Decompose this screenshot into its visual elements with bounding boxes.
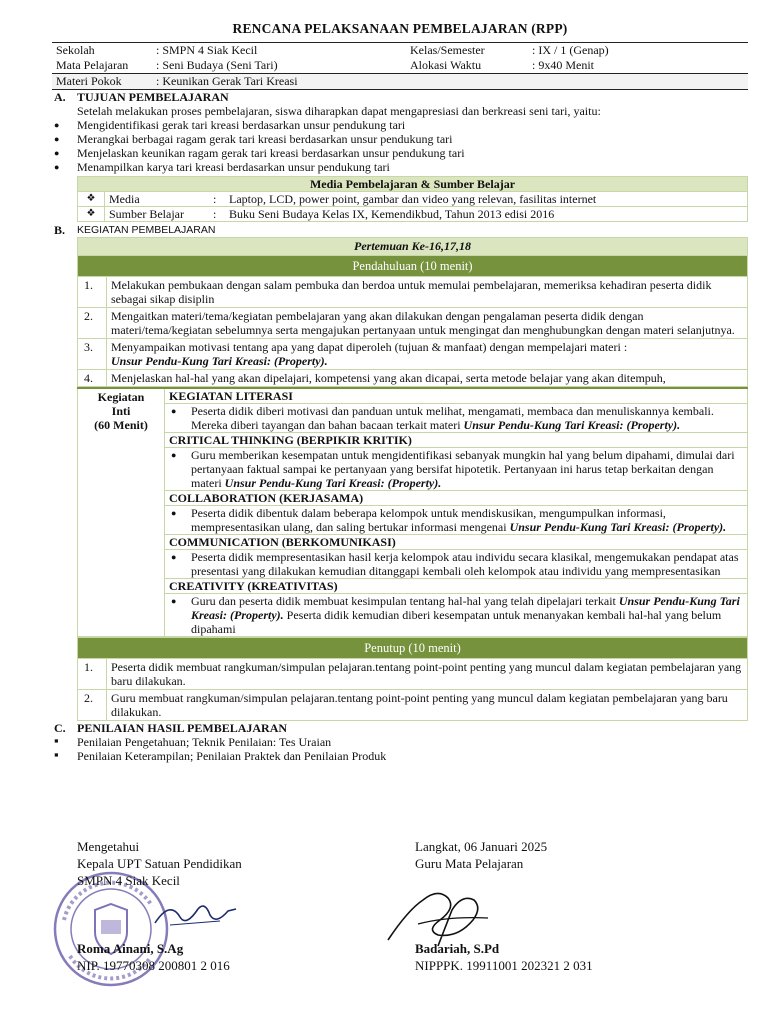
- penilaian-list: [52, 735, 748, 763]
- inti-bullet: [165, 447, 747, 490]
- section-a-title: TUJUAN PEMBELAJARAN: [77, 90, 229, 104]
- penutup-table: [77, 637, 748, 721]
- row-number: 1.: [78, 277, 107, 308]
- mapel-value: : Seni Budaya (Seni Tari): [156, 58, 278, 72]
- numbered-row: [78, 370, 748, 387]
- penutup-row: Penutup (10 menit): [78, 638, 748, 659]
- row-text-cell: [107, 690, 748, 721]
- section-c-heading: [52, 721, 748, 735]
- section-b-heading: [52, 223, 748, 237]
- alokasi-label: Alokasi Waktu: [410, 58, 482, 72]
- media-separator: :: [209, 192, 225, 207]
- tujuan-item: ● Menampilkan karya tari kreasi berdasarkan unsur pendukung tari: [52, 160, 748, 174]
- row-number: 4.: [78, 370, 107, 387]
- teacher-nip: NIPPPK. 19911001 202321 2 031: [415, 958, 593, 973]
- inti-blocks: [165, 388, 748, 637]
- row-emphasis: Unsur Pendu-Kung Tari Kreasi: (Property).: [111, 354, 328, 368]
- tujuan-item: ● Merangkai berbagai ragam gerak tari kreasi berdasarkan unsur pendukung tari: [52, 132, 748, 146]
- materi-value: : Keunikan Gerak Tari Kreasi: [152, 74, 406, 90]
- row-text: Mengaitkan materi/tema/kegiatan pembelajaran yang akan dilakukan dengan pengalaman peserta didik dengan materi/tema/kegiatan sebelumnya serta mengajukan pertanyaan untuk mengingat dan menghubungkan dengan materi selanjutnya.: [111, 309, 735, 337]
- inti-heading: CRITICAL THINKING (BERPIKIR KRITIK): [165, 432, 747, 447]
- row-text-cell: [107, 339, 748, 370]
- pendahuluan-row: Pendahuluan (10 menit): [78, 256, 748, 277]
- numbered-row: [78, 690, 748, 721]
- inti-heading: COLLABORATION (KERJASAMA): [165, 490, 747, 505]
- principal-nip: NIP. 19770308 200801 2 016: [77, 958, 230, 973]
- info-table: [52, 42, 748, 90]
- section-a-intro: Setelah melakukan proses pembelajaran, siswa diharapkan dapat mengapresiasi dan berkreasi seni tari, yaitu:: [77, 104, 601, 118]
- kelas-value: : IX / 1 (Genap): [532, 43, 609, 57]
- left-sign-line-1: Mengetahui: [77, 839, 140, 854]
- sekolah-label: Sekolah: [56, 43, 95, 57]
- inti-label: [78, 388, 165, 637]
- inti-label-line: Inti: [111, 404, 131, 418]
- tujuan-item: ● Menjelaskan keunikan ragam gerak tari kreasi berdasarkan unsur pendukung tari: [52, 146, 748, 160]
- inti-tail: Peserta didik kemudian diberi kesempatan untuk menanyakan kembali hal-hal yang belum dipahami: [191, 608, 722, 636]
- inti-table: [77, 387, 748, 637]
- numbered-row: [78, 277, 748, 308]
- row-number: 2.: [78, 308, 107, 339]
- section-c-title: PENILAIAN HASIL PEMBELAJARAN: [77, 721, 288, 735]
- tujuan-list: [52, 118, 748, 174]
- media-label: Sumber Belajar: [105, 207, 210, 222]
- row-text: Menyampaikan motivasi tentang apa yang dapat diperoleh (tujuan & manfaat) dengan mempelajari materi :: [111, 340, 628, 354]
- row-text-cell: [107, 277, 748, 308]
- row-number: 1.: [78, 659, 107, 690]
- inti-bullet: [165, 403, 747, 432]
- right-sign-line-2: Guru Mata Pelajaran: [415, 856, 524, 871]
- sekolah-value: : SMPN 4 Siak Kecil: [156, 43, 258, 57]
- media-label: Media: [105, 192, 210, 207]
- media-table: [77, 176, 748, 222]
- inti-label-line: (60 Menit): [94, 418, 148, 432]
- mapel-label: Mata Pelajaran: [56, 58, 129, 72]
- document-title: RENCANA PELAKSANAAN PEMBELAJARAN (RPP): [232, 21, 568, 36]
- signature-block: [77, 838, 637, 974]
- row-number: 2.: [78, 690, 107, 721]
- media-separator: :: [209, 207, 225, 222]
- media-bullet-icon: ❖: [78, 192, 105, 207]
- row-text: Peserta didik membuat rangkuman/simpulan pelajaran.tentang point-point penting yang muncul dalam kegiatan pembelajaran yang baru dilakukan.: [111, 660, 742, 688]
- row-number: 3.: [78, 339, 107, 370]
- numbered-row: [78, 308, 748, 339]
- media-header: Media Pembelajaran & Sumber Belajar: [78, 177, 748, 192]
- penilaian-item: ▪ Penilaian Keterampilan; Penilaian Praktek dan Penilaian Produk: [52, 749, 748, 763]
- inti-text: Peserta didik diberi motivasi dan panduan untuk melihat, mengamati, membaca dan menuliskannya kembali. Mereka diberi tayangan dan bahan bacaan terkait materi: [191, 404, 714, 432]
- inti-label-line: Kegiatan: [97, 390, 145, 404]
- section-b-title: KEGIATAN PEMBELAJARAN: [77, 224, 216, 236]
- row-text: Melakukan pembukaan dengan salam pembuka dan berdoa untuk memulai pembelajaran, memeriksa kehadiran peserta didik sebagai sikap disiplin: [111, 278, 712, 306]
- inti-text: Guru memberikan kesempatan untuk mengidentifikasi sebanyak mungkin hal yang belum dipahami, dimulai dari pertanyaan faktual sampai ke pertanyaan yang bersifat hipotetik. Pertanyaan ini harus tetap berkaitan dengan materi: [191, 448, 735, 490]
- pertemuan-row: Pertemuan Ke-16,17,18: [78, 238, 748, 256]
- rpp-document: [52, 18, 748, 763]
- row-text: Menjelaskan hal-hal yang akan dipelajari, kompetensi yang akan dicapai, serta metode belajar yang akan ditempuh,: [111, 371, 666, 385]
- row-text-cell: [107, 370, 748, 387]
- kegiatan-table: [77, 237, 748, 387]
- media-row: [78, 207, 748, 222]
- row-text-cell: [107, 308, 748, 339]
- inti-bullet: [165, 505, 747, 534]
- inti-bullet: [165, 593, 747, 636]
- left-sign-line-2: Kepala UPT Satuan Pendidikan: [77, 856, 242, 871]
- section-c-number: C.: [54, 721, 66, 735]
- penilaian-item: ▪ Penilaian Pengetahuan; Teknik Penilaian: Tes Uraian: [52, 735, 748, 749]
- inti-text: Peserta didik dibentuk dalam beberapa kelompok untuk mendiskusikan, mengumpulkan informasi, mempresentasikan ulang, dan saling bertukar informasi mengenai: [191, 506, 666, 534]
- inti-emphasis: Unsur Pendu-Kung Tari Kreasi: (Property).: [463, 418, 681, 432]
- section-b-number: B.: [54, 223, 66, 237]
- numbered-row: [78, 339, 748, 370]
- section-a-heading: [52, 90, 748, 104]
- inti-emphasis: Unsur Pendu-Kung Tari Kreasi: (Property).: [191, 594, 740, 622]
- media-value: Buku Seni Budaya Kelas IX, Kemendikbud, Tahun 2013 edisi 2016: [225, 207, 748, 222]
- media-value: Laptop, LCD, power point, gambar dan video yang relevan, fasilitas internet: [225, 192, 748, 207]
- tujuan-item: ● Mengidentifikasi gerak tari kreasi berdasarkan unsur pendukung tari: [52, 118, 748, 132]
- inti-text: Peserta didik mempresentasikan hasil kerja kelompok atau individu secara klasikal, mengemukakan pendapat atas presentasi yang dilakukan kemudian ditanggapi kembali oleh kelompok atau individu yang mempresentasikan: [191, 550, 739, 578]
- materi-label: Materi Pokok: [52, 74, 152, 90]
- left-sign-line-3: SMPN 4 Siak Kecil: [77, 873, 180, 888]
- media-bullet-icon: ❖: [78, 207, 105, 222]
- row-text-cell: [107, 659, 748, 690]
- inti-text: Guru dan peserta didik membuat kesimpulan tentang hal-hal yang telah dipelajari terkait: [191, 594, 616, 608]
- right-sign-line-1: Langkat, 06 Januari 2025: [415, 839, 548, 854]
- section-a-number: A.: [54, 90, 66, 104]
- inti-heading: COMMUNICATION (BERKOMUNIKASI): [165, 534, 747, 549]
- inti-heading: KEGIATAN LITERASI: [169, 389, 293, 403]
- teacher-name: Badariah, S.Pd: [415, 941, 500, 956]
- alokasi-value: : 9x40 Menit: [532, 58, 594, 72]
- row-text: Guru membuat rangkuman/simpulan pelajaran.tentang point-point penting yang muncul dalam kegiatan pembelajaran yang baru dilakukan.: [111, 691, 728, 719]
- inti-bullet: [165, 549, 747, 578]
- inti-emphasis: Unsur Pendu-Kung Tari Kreasi: (Property).: [509, 520, 727, 534]
- media-row: [78, 192, 748, 207]
- principal-name: Roma Ainani, S.Ag: [77, 941, 184, 956]
- inti-heading: CREATIVITY (KREATIVITAS): [165, 578, 747, 593]
- inti-emphasis: Unsur Pendu-Kung Tari Kreasi: (Property).: [224, 476, 442, 490]
- numbered-row: [78, 659, 748, 690]
- kelas-label: Kelas/Semester: [410, 43, 485, 57]
